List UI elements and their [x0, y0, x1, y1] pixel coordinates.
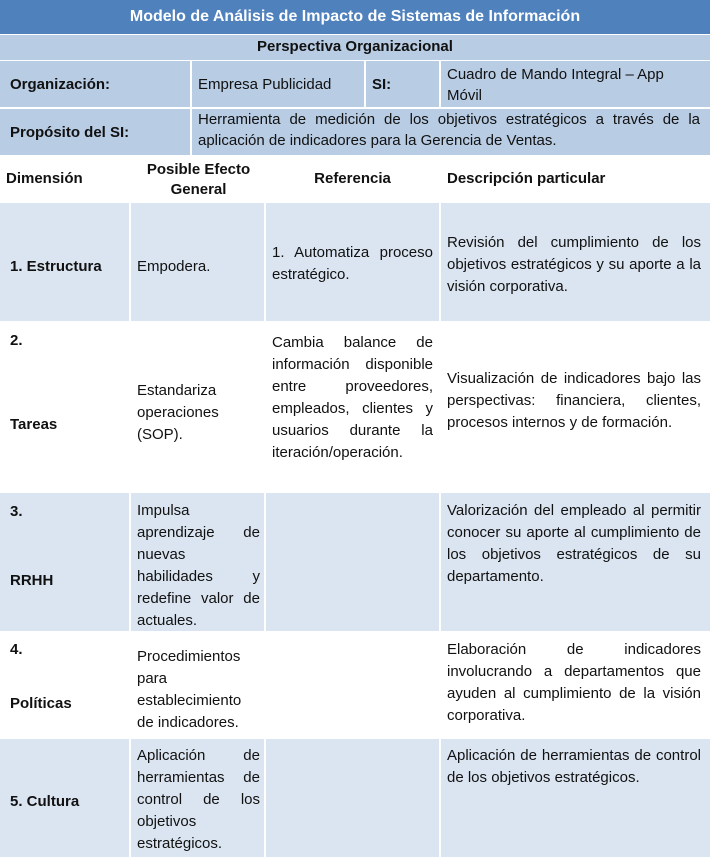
row2-dimension: Tareas [10, 416, 58, 433]
row4-effect: Procedimientos para establecimiento de indicadores. [137, 648, 242, 731]
row1-dimension: 1. Estructura [10, 258, 102, 275]
row2-description: Visualización de indicadores bajo las perspectivas: financiera, clientes, procesos internos y de formación. [447, 370, 701, 431]
row3-description: Valorización del empleado al permitir conocer su aporte al cumplimiento de los objetivos estratégicos de su departamento. [447, 502, 701, 585]
row2-effect: Estandariza operaciones (SOP). [137, 382, 219, 443]
row5-effect: Aplicación de herramientas de control de los objetivos estratégicos. [137, 747, 260, 852]
org-label: Organización: [10, 76, 111, 93]
row4-dimension-number: 4. [10, 641, 23, 658]
org-value: Empresa Publicidad [198, 76, 332, 93]
purpose-value: Herramienta de medición de los objetivos estratégicos a través de la aplicación de indicadores para la Gerencia de Ventas. [198, 111, 700, 149]
row3-dimension-number: 3. [10, 503, 23, 520]
col-header-dimension: Dimensión [0, 156, 130, 202]
perspective-heading: Perspectiva Organizacional [257, 38, 453, 55]
row1-description: Revisión del cumplimiento de los objetivos estratégicos y su aporte a la visión corporativa. [447, 234, 701, 295]
purpose-label: Propósito del SI: [10, 124, 130, 141]
row2-dimension-number: 2. [10, 332, 23, 349]
si-label: SI: [372, 76, 392, 93]
row5-description: Aplicación de herramientas de control de los objetivos estratégicos. [447, 747, 701, 786]
row2-reference: Cambia balance de información disponible entre proveedores, empleados, clientes y usuarios durante la iteración/operación. [272, 334, 433, 461]
col-header-reference: Referencia [266, 156, 439, 202]
row3-dimension: RRHH [10, 572, 54, 589]
table-title: Modelo de Análisis de Impacto de Sistemas de Información [0, 0, 710, 34]
row4-dimension: Políticas [10, 695, 72, 712]
row3-effect: Impulsa aprendizaje de nuevas habilidades y redefine valor de actuales. [137, 502, 260, 629]
row5-dimension: 5. Cultura [10, 793, 80, 810]
col-header-effect: Posible Efecto General [131, 156, 266, 202]
row4-description: Elaboración de indicadores involucrando a departamentos que ayuden al cumplimiento de la visión corporativa. [447, 641, 701, 724]
row1-reference: 1. Automatiza proceso estratégico. [272, 244, 433, 283]
si-value: Cuadro de Mando Integral – App Móvil [447, 66, 664, 104]
col-header-description: Descripción particular [441, 156, 710, 202]
row1-effect: Empodera. [137, 258, 211, 275]
